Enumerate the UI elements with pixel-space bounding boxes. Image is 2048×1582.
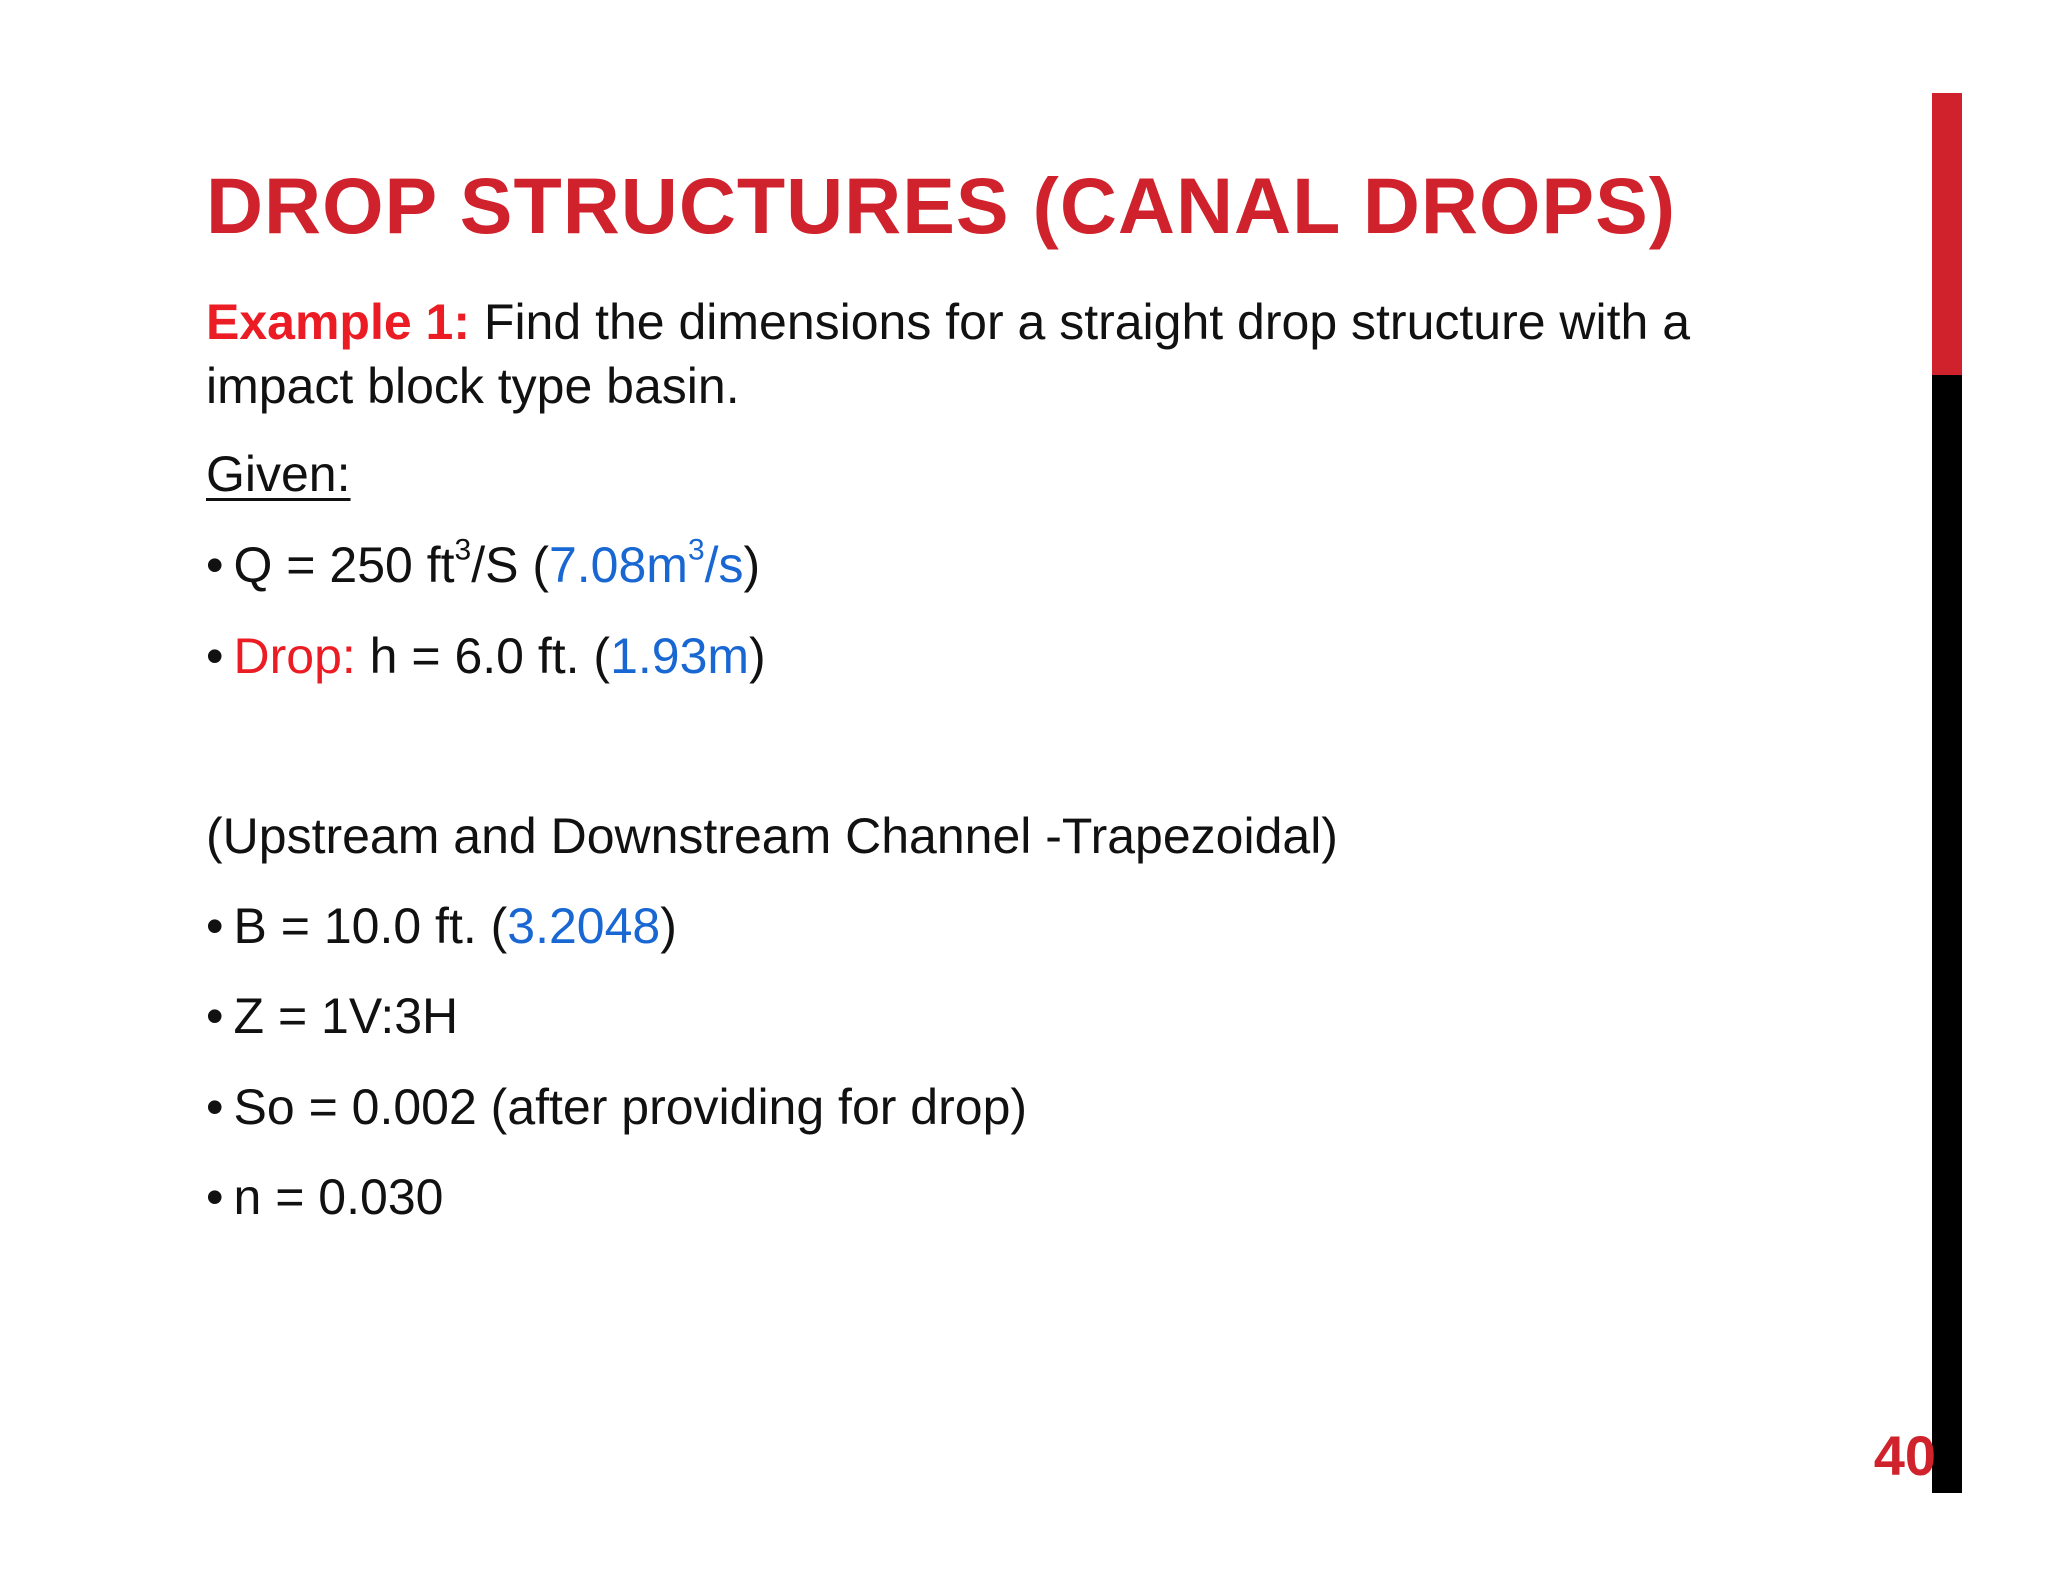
example-line-1 [206,294,1691,350]
bullet-drop [206,628,766,684]
b-close: ) [660,898,677,954]
drop-metric: 1.93m [610,628,750,684]
q-metric-exponent: 3 [687,533,705,567]
bullet-q [206,533,761,593]
n-text: n = 0.030 [233,1169,444,1225]
q-metric-value: 7.08m [548,537,688,593]
bullet-b [206,898,677,954]
b-text: B = 10.0 ft. ( [233,898,508,954]
q-text: Q = 250 ft [233,537,455,593]
bullet-dot: • [206,898,224,954]
bullet-dot: • [206,628,224,684]
bullet-so [206,1079,1028,1135]
accent-bar-black [1932,375,1962,1493]
drop-text: h = 6.0 ft. ( [355,628,611,684]
bullet-dot: • [206,1169,224,1225]
drop-close: ) [749,628,766,684]
q-unit: /S ( [471,537,549,593]
bullet-dot: • [206,537,224,593]
drop-label: Drop: [233,628,356,684]
channel-heading: (Upstream and Downstream Channel -Trapezoidal) [206,808,1338,864]
bullet-dot: • [206,988,224,1044]
example-text-1: Find the dimensions for a straight drop structure with a [470,294,1691,350]
bullet-z [206,988,459,1044]
given-heading [206,446,351,502]
bullet-n [206,1169,444,1225]
so-text: So = 0.002 (after providing for drop) [233,1079,1028,1135]
bullet-dot: • [206,1079,224,1135]
q-close: ) [743,537,761,593]
q-exponent: 3 [454,533,472,567]
given-heading-text: Given: [206,446,351,502]
example-line-2: impact block type basin. [206,358,740,414]
b-metric: 3.2048 [507,898,661,954]
z-text: Z = 1V:3H [233,988,459,1044]
slide-title: DROP STRUCTURES (CANAL DROPS) [206,161,1677,250]
page-number: 40 [1873,1424,1936,1487]
example-label: Example 1: [206,294,471,350]
q-metric-unit: /s [704,537,744,593]
accent-bar-red [1932,93,1962,375]
